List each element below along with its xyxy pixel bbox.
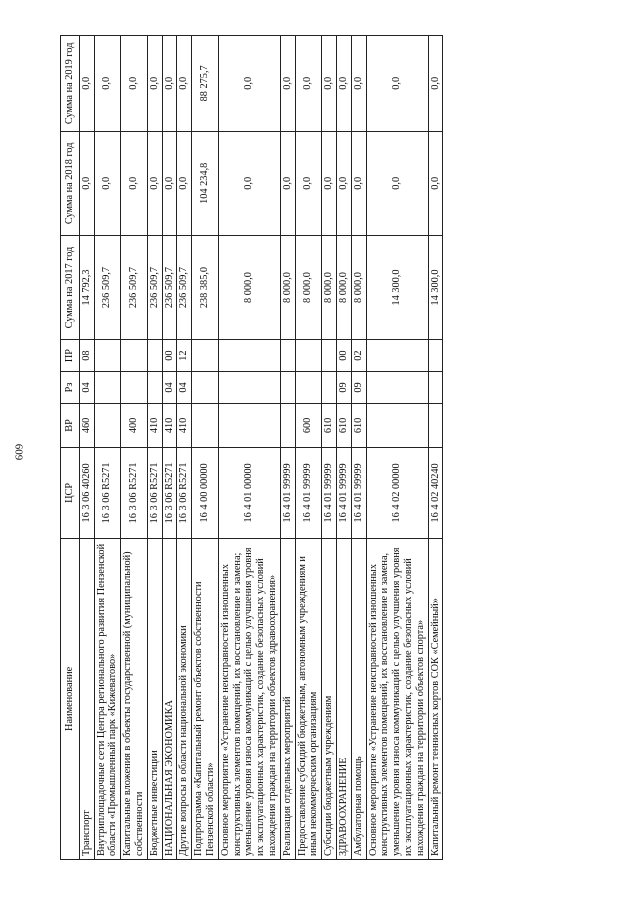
cell-sum-2019: 0,0 <box>295 36 322 132</box>
cell-name: Основное мероприятие «Устранение неисправностей изношенных конструктивных элементов помещений, их восстановление и замена, уменьшение уровня износа коммуникаций с целью улучшения уровня их эксплуатационных характеристик, создание безопасных условий нахождения граждан на территории объектов спорта» <box>366 538 428 859</box>
cell-rz <box>94 372 121 404</box>
cell-sum-2019: 0,0 <box>218 36 280 132</box>
cell-csr: 16 3 06 R5271 <box>94 448 121 539</box>
cell-sum-2017: 8 000,0 <box>351 235 366 339</box>
header-sum-2019: Сумма на 2019 год <box>61 36 80 132</box>
header-vr: ВР <box>61 403 80 447</box>
budget-table <box>60 35 443 860</box>
cell-csr: 16 3 06 R5271 <box>177 448 192 539</box>
cell-sum-2017: 236 509,7 <box>121 235 148 339</box>
cell-rz <box>192 372 219 404</box>
cell-pr: 00 <box>162 340 177 372</box>
cell-csr: 16 4 02 40240 <box>428 448 443 539</box>
cell-sum-2019: 0,0 <box>336 36 351 132</box>
cell-rz: 09 <box>351 372 366 404</box>
cell-csr: 16 4 01 99999 <box>336 448 351 539</box>
cell-rz: 09 <box>336 372 351 404</box>
cell-name: Реализация отдельных мероприятий <box>280 538 295 859</box>
cell-sum-2018: 0,0 <box>366 131 428 235</box>
table-row <box>351 36 366 860</box>
cell-csr: 16 4 01 99999 <box>295 448 322 539</box>
cell-pr <box>147 340 162 372</box>
cell-pr: 02 <box>351 340 366 372</box>
cell-sum-2019: 0,0 <box>162 36 177 132</box>
table-header-row <box>61 36 80 860</box>
cell-sum-2017: 14 300,0 <box>366 235 428 339</box>
cell-pr <box>192 340 219 372</box>
cell-name: Внутриплощадочные сети Центра регионального развития Пензенской области «Промышленный парк «Кижеватово» <box>94 538 121 859</box>
table-row <box>121 36 148 860</box>
cell-sum-2018: 0,0 <box>94 131 121 235</box>
cell-sum-2018: 0,0 <box>336 131 351 235</box>
cell-vr: 460 <box>79 403 94 447</box>
cell-sum-2018: 0,0 <box>295 131 322 235</box>
cell-csr: 16 4 02 00000 <box>366 448 428 539</box>
cell-rz <box>322 372 337 404</box>
cell-vr: 610 <box>336 403 351 447</box>
cell-vr <box>366 403 428 447</box>
table-row <box>192 36 219 860</box>
page-number-text: 609 <box>12 443 24 461</box>
cell-name: Капитальные вложения в объекты государственной (муниципальной) собственности <box>121 538 148 859</box>
cell-pr <box>295 340 322 372</box>
table-row <box>147 36 162 860</box>
cell-pr <box>366 340 428 372</box>
cell-name: Другие вопросы в области национальной экономики <box>177 538 192 859</box>
cell-sum-2018: 0,0 <box>177 131 192 235</box>
cell-sum-2019: 88 275,7 <box>192 36 219 132</box>
cell-sum-2017: 8 000,0 <box>280 235 295 339</box>
cell-name: Предоставление субсидий бюджетным, автономным учреждениям и иным некоммерческим организациям <box>295 538 322 859</box>
table-row <box>336 36 351 860</box>
cell-sum-2019: 0,0 <box>280 36 295 132</box>
cell-pr <box>280 340 295 372</box>
cell-sum-2018: 0,0 <box>322 131 337 235</box>
header-rz: Рз <box>61 372 80 404</box>
cell-csr: 16 3 06 40260 <box>79 448 94 539</box>
cell-name: НАЦИОНАЛЬНАЯ ЭКОНОМИКА <box>162 538 177 859</box>
cell-sum-2019: 0,0 <box>147 36 162 132</box>
cell-vr: 610 <box>351 403 366 447</box>
cell-pr: 00 <box>336 340 351 372</box>
cell-vr <box>218 403 280 447</box>
cell-sum-2019: 0,0 <box>94 36 121 132</box>
cell-name: ЗДРАВООХРАНЕНИЕ <box>336 538 351 859</box>
cell-sum-2018: 0,0 <box>351 131 366 235</box>
table-row <box>428 36 443 860</box>
cell-vr: 610 <box>322 403 337 447</box>
cell-sum-2018: 0,0 <box>79 131 94 235</box>
table-row <box>280 36 295 860</box>
cell-rz <box>218 372 280 404</box>
cell-sum-2019: 0,0 <box>366 36 428 132</box>
table-row <box>79 36 94 860</box>
cell-sum-2019: 0,0 <box>121 36 148 132</box>
cell-rz <box>428 372 443 404</box>
cell-name: Субсидии бюджетным учреждениям <box>322 538 337 859</box>
cell-vr: 410 <box>177 403 192 447</box>
cell-rz <box>280 372 295 404</box>
cell-vr: 410 <box>162 403 177 447</box>
cell-sum-2017: 236 509,7 <box>177 235 192 339</box>
cell-sum-2018: 0,0 <box>121 131 148 235</box>
cell-sum-2017: 236 509,7 <box>162 235 177 339</box>
cell-rz <box>121 372 148 404</box>
cell-sum-2018: 0,0 <box>147 131 162 235</box>
table-row <box>94 36 121 860</box>
table-row <box>295 36 322 860</box>
cell-sum-2017: 8 000,0 <box>322 235 337 339</box>
cell-sum-2019: 0,0 <box>351 36 366 132</box>
cell-sum-2019: 0,0 <box>79 36 94 132</box>
cell-sum-2017: 236 509,7 <box>147 235 162 339</box>
cell-sum-2019: 0,0 <box>322 36 337 132</box>
cell-pr <box>322 340 337 372</box>
page-number <box>0 440 36 464</box>
table-row <box>366 36 428 860</box>
cell-csr: 16 3 06 R5271 <box>147 448 162 539</box>
cell-sum-2019: 0,0 <box>428 36 443 132</box>
cell-csr: 16 4 00 00000 <box>192 448 219 539</box>
cell-name: Транспорт <box>79 538 94 859</box>
cell-sum-2017: 14 792,3 <box>79 235 94 339</box>
header-pr: ПР <box>61 340 80 372</box>
cell-sum-2017: 8 000,0 <box>336 235 351 339</box>
header-sum-2018: Сумма на 2018 год <box>61 131 80 235</box>
cell-vr <box>280 403 295 447</box>
cell-pr <box>218 340 280 372</box>
cell-vr: 400 <box>121 403 148 447</box>
cell-name: Амбулаторная помощь <box>351 538 366 859</box>
cell-csr: 16 4 01 99999 <box>322 448 337 539</box>
cell-name: Бюджетные инвестиции <box>147 538 162 859</box>
rotated-page <box>60 35 565 860</box>
cell-rz: 04 <box>177 372 192 404</box>
cell-pr <box>94 340 121 372</box>
header-sum-2017: Сумма на 2017 год <box>61 235 80 339</box>
cell-name: Основное мероприятие «Устранение неисправностей изношенных конструктивных элементов помещений, их восстановление и замена; уменьшение уровня износа коммуникаций с целью улучшения уровня их эксплуатационных характеристик, создание безопасных условий нахождения граждан на территории объектов здравоохранения» <box>218 538 280 859</box>
table-row <box>162 36 177 860</box>
table-row <box>322 36 337 860</box>
cell-rz: 04 <box>79 372 94 404</box>
cell-pr: 12 <box>177 340 192 372</box>
cell-sum-2018: 0,0 <box>428 131 443 235</box>
cell-sum-2018: 0,0 <box>162 131 177 235</box>
table-row <box>177 36 192 860</box>
cell-sum-2018: 104 234,8 <box>192 131 219 235</box>
cell-csr: 16 3 06 R5271 <box>121 448 148 539</box>
cell-vr <box>192 403 219 447</box>
cell-sum-2017: 236 509,7 <box>94 235 121 339</box>
cell-sum-2017: 8 000,0 <box>295 235 322 339</box>
cell-pr <box>428 340 443 372</box>
cell-csr: 16 4 01 99999 <box>351 448 366 539</box>
cell-csr: 16 4 01 99999 <box>280 448 295 539</box>
cell-sum-2017: 14 300,0 <box>428 235 443 339</box>
cell-name: Капитальный ремонт теннисных кортов СОК «Семейный» <box>428 538 443 859</box>
cell-vr <box>428 403 443 447</box>
cell-csr: 16 3 06 R5271 <box>162 448 177 539</box>
cell-rz: 04 <box>162 372 177 404</box>
cell-sum-2017: 238 385,0 <box>192 235 219 339</box>
cell-rz <box>366 372 428 404</box>
cell-pr <box>121 340 148 372</box>
header-csr: ЦСР <box>61 448 80 539</box>
cell-pr: 08 <box>79 340 94 372</box>
cell-vr: 410 <box>147 403 162 447</box>
header-name: Наименование <box>61 538 80 859</box>
cell-sum-2017: 8 000,0 <box>218 235 280 339</box>
cell-sum-2018: 0,0 <box>280 131 295 235</box>
cell-rz <box>295 372 322 404</box>
cell-rz <box>147 372 162 404</box>
cell-name: Подпрограмма «Капитальный ремонт объектов собственности Пензенской области» <box>192 538 219 859</box>
cell-csr: 16 4 01 00000 <box>218 448 280 539</box>
cell-vr <box>94 403 121 447</box>
cell-vr: 600 <box>295 403 322 447</box>
cell-sum-2019: 0,0 <box>177 36 192 132</box>
cell-sum-2018: 0,0 <box>218 131 280 235</box>
table-row <box>218 36 280 860</box>
